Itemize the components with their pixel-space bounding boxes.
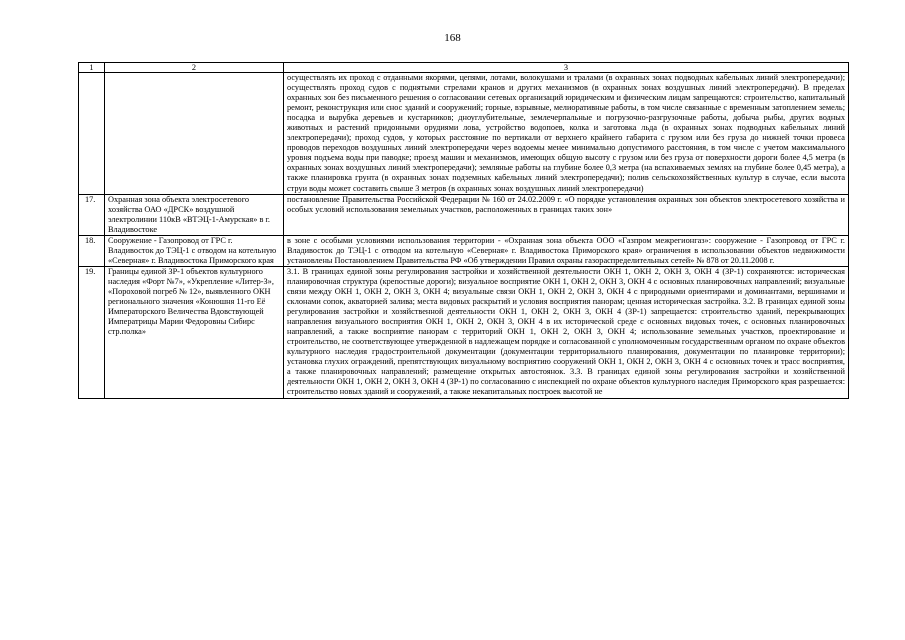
- regulations-table: [78, 62, 849, 399]
- table-row: [79, 194, 849, 235]
- row-number: 19.: [79, 266, 105, 398]
- row-number: [79, 73, 105, 195]
- table-header-row: [79, 63, 849, 73]
- column-header-2: 2: [105, 63, 284, 73]
- row-number: 17.: [79, 194, 105, 235]
- table-row: [79, 73, 849, 195]
- column-header-1: 1: [79, 63, 105, 73]
- restriction-text: постановление Правительства Российской Федерации № 160 от 24.02.2009 г. «О порядке установления охранных зон объектов электросетевого хозяйства и особых условий использования земельных участков, расположенных в границах таких зон»: [284, 194, 849, 235]
- restriction-text: в зоне с особыми условиями использования территории - «Охранная зона объекта ООО «Газпром межрегионгаз»: сооружение - Газопровод от ГРС г. Владивосток до ТЭЦ-1 с отводом на котельную «Северная» г. Владивостока Приморского края» ограничения в использовании объектов недвижимости установлены Постановлением Правительства РФ «Об утверждении Правил охраны газораспределительных сетей» № 878 от 20.11.2008 г.: [284, 235, 849, 266]
- restriction-text: 3.1. В границах единой зоны регулирования застройки и хозяйственной деятельности ОКН 1, ОКН 2, ОКН 3, ОКН 4 (ЗР-1) сохраняются: историческая планировочная структура (крепостные дороги); визуальное восприятие ОКН 1, ОКН 2, ОКН 3, ОКН 4 с основных планировочных направлений; визуальные связи между ОКН 1, ОКН 2, ОКН 3, ОКН 4; визуальные связи ОКН 1, ОКН 2, ОКН 3, ОКН 4 с природными ориентирами и доминантами, вершинами и склонами сопок, акваторией залива; места видовых раскрытий и условия восприятия панорам; ценная историческая застройка. 3.2. В границах единой зоны регулирования застройки и хозяйственной деятельности ОКН 1, ОКН 2, ОКН 3, ОКН 4 (ЗР-1) запрещается: строительство зданий, перекрывающих направления визуального восприятия ОКН 1, ОКН 2, ОКН 3, ОКН 4 в их исторической среде с основных видовых точек, с основных планировочных направлений, а также восприятие панорам с территорий ОКН 1, ОКН 2, ОКН 3, ОКН 4; использование земельных участков, проектирование и строительство, не соответствующее утвержденной в надлежащем порядке и согласованной с уполномоченным государственным органом по охране объектов культурного наследия градостроительной документации (документации территориального планирования, документации по планировке территории); установка глухих ограждений, препятствующих визуальному восприятию сооружений ОКН 1, ОКН 2, ОКН 3, ОКН 4 с основных точек и трасс восприятия, а также планировочных направлений; размещение открытых автостоянок. 3.3. В границах единой зоны регулирования застройки и хозяйственной деятельности ОКН 1, ОКН 2, ОКН 3, ОКН 4 (ЗР-1) по согласованию с инспекцией по охране объектов культурного наследия Приморского края разрешается: строительство новых зданий и сооружений, а также некапитальных построек высотой не: [284, 266, 849, 398]
- row-number: 18.: [79, 235, 105, 266]
- restriction-text: осуществлять их проход с отданными якорями, цепями, лотами, волокушами и тралами (в охранных зонах подводных кабельных линий электропередачи); осуществлять проход судов с поднятыми стрелами кранов и других механизмов (в охранных зонах воздушных линий электропередачи). В пределах охранных зон без письменного решения о согласовании сетевых организаций юридическим и физическим лицам запрещаются: строительство, капитальный ремонт, реконструкция или снос зданий и сооружений; горные, взрывные, мелиоративные работы, в том числе связанные с временным затоплением земель; посадка и вырубка деревьев и кустарников; дноуглубительные, землечерпальные и погрузочно-разгрузочные работы, добыча рыбы, других водных животных и растений придонными орудиями лова, устройство водопоев, колка и заготовка льда (в охранных зонах подводных кабельных линий электропередачи); проход судов, у которых расстояние по вертикали от верхнего крайнего габарита с грузом или без груза до нижней точки провеса проводов переходов воздушных линий электропередачи через водоемы менее минимально допустимого расстояния, в том числе с учетом максимального уровня подъема воды при паводке; проезд машин и механизмов, имеющих общую высоту с грузом или без груза от поверхности дороги более 4,5 метра (в охранных зонах воздушных линий электропередачи); земляные работы на глубине более 0,3 метра (на вспахиваемых землях на глубине более 0,45 метра), а также планировка грунта (в охранных зонах подземных кабельных линий электропередачи); полив сельскохозяйственных культур в случае, если высота струи воды может составить свыше 3 метров (в охранных зонах воздушных линий электропередачи): [284, 73, 849, 195]
- column-header-3: 3: [284, 63, 849, 73]
- zone-name: Границы единой ЗР-1 объектов культурного наследия «Форт №7», «Укрепление «Литер-З», «Пороховой погреб № 12», выявленного ОКН регионального значения «Конюшня 11-го Её Императорского Величества Вдовствующей Императрицы Марии Федоровны Сибирс стр.полка»: [105, 266, 284, 398]
- zone-name: [105, 73, 284, 195]
- table-row: [79, 266, 849, 398]
- zone-name: Сооружение - Газопровод от ГРС г. Владивосток до ТЭЦ-1 с отводом на котельную «Северная» г. Владивостока Приморского края: [105, 235, 284, 266]
- table-row: [79, 235, 849, 266]
- page-number: 168: [444, 32, 461, 44]
- zone-name: Охранная зона объекта электросетевого хозяйства ОАО «ДРСК» воздушной электролинии 110кВ «ВТЭЦ-1-Амурская» в г. Владивостоке: [105, 194, 284, 235]
